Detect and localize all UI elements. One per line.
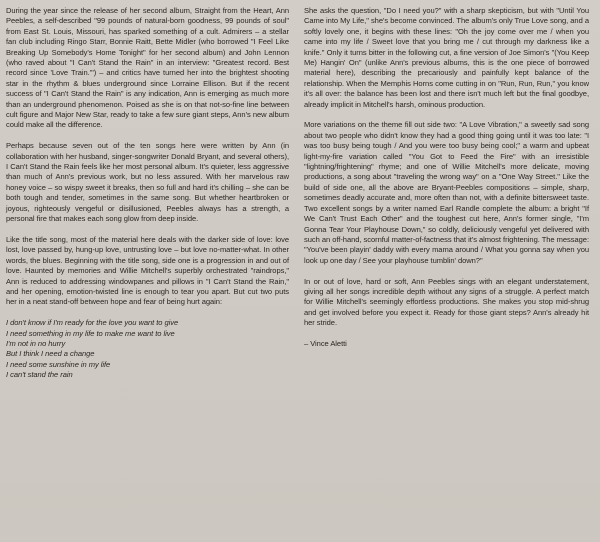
lyric-line: I need something in my life to make me want to live [6,328,175,338]
paragraph-5: More variations on the theme fill out side two: "A Love Vibration," a sweetly sad song about two people who didn't know they had a good thing going until it was too late: "I was too busy being tough / And you were too busy being cool;" a warm and upbeat light-my-fire variation called "You Got to Feed the Fire" with an irresistible "lightning/frightening" rhyme; and one of Willie Mitchell's more delicate, moving productions, a song about "traveling the wrong way" on a "One Way Street." Like the build of side one, all the above are Bryant-Peebles compositions – simple, sharp, sometimes deadly accurate and, more often than not, with a definite bittersweet taste. Two excellent songs by a writer named Earl Randle complete the album: a bright "If We Can't Trust Each Other" and the toughest cut here, Ann's former single, "I'm Gonna Tear Your Playhouse Down," so coldly, deliciously vengeful yet delivered with such an off-hand, scornful matter-of-factness that it's almost frightening. The message: "You've been playin' daddy with every mama around / What you gonna say when you look up one day / See your playhouse tumblin' down?" [304,120,589,265]
author-signature: – Vince Aletti [304,338,347,348]
lyric-line: I'm not in no hurry [6,338,66,348]
paragraph-6: In or out of love, hard or soft, Ann Peebles sings with an elegant understatement, giving all her songs incredible depth without any signs of a struggle. A perfect match for Willie Mitchell's seemingly effortless productions. She makes you stop mid-shrug and get involved before you expect it. Ready for those giant steps? Ann's already hit her stride. [304,276,589,328]
lyric-line: I don't know if I'm ready for the love you want to give [6,318,179,328]
paragraph-2: Perhaps because seven out of the ten songs here were written by Ann (in collaboration with her husband, singer-songwriter Donald Bryant, and several others), I Can't Stand the Rain feels like her most personal album. It's quieter, less aggressive than much of Ann's previous work, but no less assured. With her marvelous raw honey voice – so wispy sweet it breaks, then so full and hard it's chilling – she can be both tough and tender, sometimes in the same song. But whether heartbroken or joyous, righteously vengeful or disillusioned, Peebles always has a strength, a personal fire that makes each song glow from deep inside. [6,141,289,224]
lyric-line: I can't stand the rain [6,370,73,380]
lyrics-block [6,318,289,380]
lyric-line: But I think I need a change [6,349,95,359]
right-column [304,6,589,349]
paragraph-3: Like the title song, most of the material here deals with the darker side of love: love lost, love passed by, hung-up love, untrusting love – but love no-matter-what. In other words, the blues. Beginning with the title song, side one is a progression in and out of love. Haunted by memories and Willie Mitchell's superbly orchestrated "raindrops," Ann is reduced to addressing windowpanes and pillows in "I Can't Stand the Rain," and her opening, emotion-twisted line is enough to tear you apart. But cut two puts her in a neat stand-off between hope and fear of being hurt again: [6,234,289,307]
paragraph-1: During the year since the release of her second album, Straight from the Heart, Ann Peebles, a self-described "99 pounds of natural-born goodness, 99 pounds of soul" from East St. Louis, Missouri, has sparked something of a cult. Admirers – a stellar fan club including Ringo Starr, Bonnie Raitt, Bette Midler (who borrowed "I Feel Like Breaking Up Somebody's Home Tonight" for her second album) and John Lennon (who raved about "I Can't Stand the Rain" in an interview: "Greatest record. Best record since 'Love Train.'") – and critics have turned her into the brightest shooting star in the rhythm & blues underground since Lorraine Ellison. But if the recent success of "I Can't Stand the Rain" is any indication, Ann is emerging as much more than an underground phenomenon. Poised as she is on that not-so-fine line between cult figure and Major New Star, ready to take a few sure giant steps, Ann's new album could make all the difference. [6,6,289,130]
left-column [6,6,289,381]
lyric-line: I need some sunshine in my life [6,359,111,369]
paragraph-4: She asks the question, "Do I need you?" with a sharp skepticism, but with "Until You Came into My Life," she's become convinced. The album's only True Love song, and a softly lovely one, it begins with these lines: "Oh the joy come over me / when you came into my life / Sweet love that you bring me / cut through my darkness like a knife." Only it turns bitter in the following cut, a fine version of Joe Simon's "(You Keep Me) Hangin' On" (unlike Ann's previous albums, this is the one piece of borrowed material here), describing the precariously and painfully kept balance of the relationship. When the Memphis Horns come cutting in on "Run, Run, Run," you know it's all over: the balance has been lost and there isn't much left but the final goodbye, already implicit in Mitchell's harsh, ominous production. [304,6,589,109]
